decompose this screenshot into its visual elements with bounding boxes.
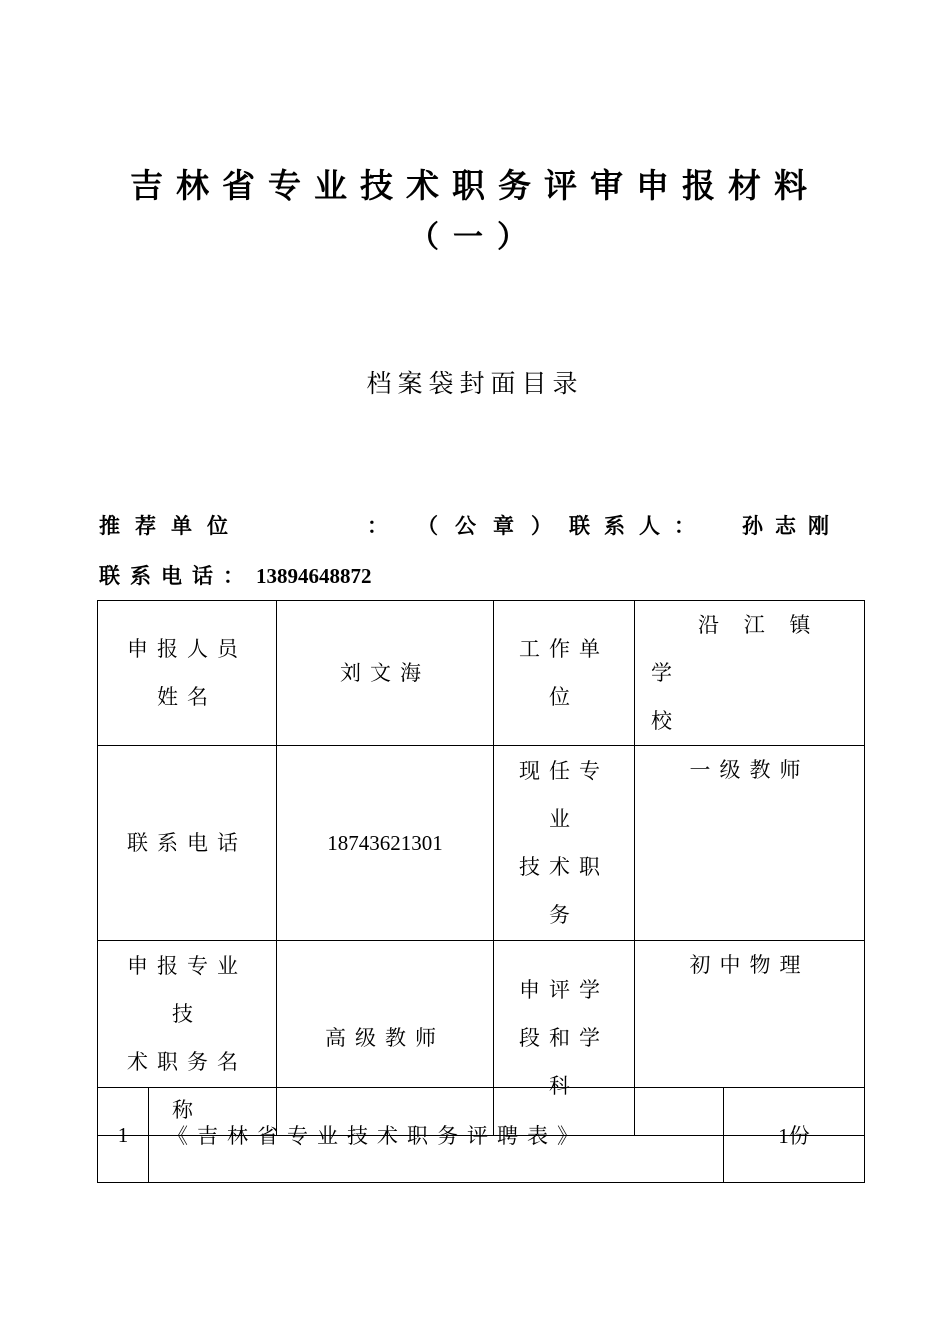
phone-cell bbox=[277, 746, 494, 941]
work-unit-label: 工作单 位 bbox=[519, 637, 609, 709]
apply-title-cell: 高级教师 bbox=[277, 941, 494, 1136]
stage-subject-cell: 初中物理 bbox=[635, 941, 865, 1136]
apply-title-label: 申报专业 技 术职务名 称 bbox=[127, 954, 247, 1122]
table-row bbox=[98, 746, 865, 941]
recommend-unit-label: 推荐单位 bbox=[99, 513, 243, 538]
applicant-name-label: 申报人员 姓名 bbox=[127, 637, 247, 709]
work-unit-cell bbox=[635, 601, 865, 746]
applicant-name-label-cell bbox=[98, 601, 277, 746]
phone-value: 18743621301 bbox=[327, 831, 443, 855]
stage-subject-label: 申评学 段和学 科 bbox=[519, 978, 609, 1098]
header-line-1 bbox=[99, 510, 849, 544]
table-row bbox=[98, 601, 865, 746]
item-name: 《吉林省专业技术职务评聘表》 bbox=[149, 1088, 724, 1183]
contact-person-label: 联系人： bbox=[569, 513, 709, 538]
current-title-label: 现任专 业 技术职 务 bbox=[519, 759, 609, 927]
phone-label-cell: 联系电话 bbox=[98, 746, 277, 941]
official-seal-label: （公章） bbox=[417, 513, 569, 538]
current-title-label-cell bbox=[494, 746, 635, 941]
item-number: 1 bbox=[98, 1088, 149, 1183]
materials-list-table bbox=[97, 1087, 865, 1183]
applicant-info-table bbox=[97, 600, 865, 1136]
current-title-cell: 一级教师 bbox=[635, 746, 865, 941]
contact-phone-label: 联系电话： bbox=[99, 563, 254, 588]
work-unit-label-cell bbox=[494, 601, 635, 746]
header-line-2 bbox=[99, 560, 372, 590]
recommend-unit-colon: ： bbox=[367, 513, 388, 538]
document-title: 吉林省专业技术职务评审申报材料 bbox=[130, 166, 820, 205]
contact-person-name: 孙志刚 bbox=[742, 513, 841, 538]
applicant-name-cell: 刘文海 bbox=[277, 601, 494, 746]
document-title-number: （一） bbox=[409, 220, 541, 255]
contact-phone-value: 13894648872 bbox=[256, 564, 372, 588]
work-unit-value: 沿 江 镇 学 校 bbox=[651, 613, 820, 733]
item-count: 1份 bbox=[724, 1088, 865, 1183]
document-subtitle: 档案袋封面目录 bbox=[366, 369, 584, 398]
table-row bbox=[98, 1088, 865, 1183]
